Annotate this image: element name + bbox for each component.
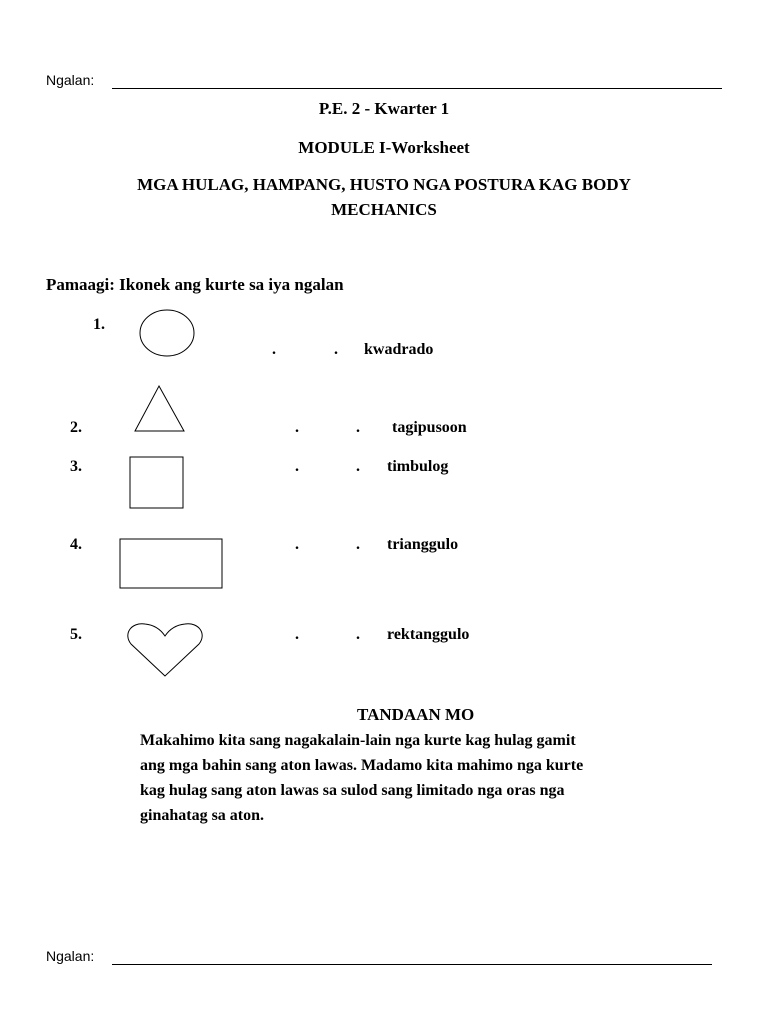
connect-dot[interactable]: . <box>356 626 360 643</box>
item-number: 3. <box>70 458 82 475</box>
shape-name: tagipusoon <box>392 419 467 436</box>
shape-name: rektanggulo <box>387 626 470 643</box>
rectangle-shape <box>119 538 224 590</box>
name-field-top[interactable] <box>46 72 726 92</box>
item-number: 2. <box>70 419 82 436</box>
reminder-line: ang mga bahin sang aton lawas. Madamo kita mahimo nga kurte <box>140 757 584 774</box>
connect-dot[interactable]: . <box>356 419 360 436</box>
heart-shape <box>125 620 205 680</box>
name-field-bottom[interactable] <box>46 948 726 968</box>
name-label: Ngalan: <box>46 948 95 964</box>
circle-shape <box>138 308 198 358</box>
connect-dot[interactable]: . <box>356 536 360 553</box>
triangle-shape <box>133 384 187 434</box>
connect-dot[interactable]: . <box>295 536 299 553</box>
connect-dot[interactable]: . <box>295 419 299 436</box>
reminder-line: ginahatag sa aton. <box>140 807 265 824</box>
shape-name: kwadrado <box>364 341 434 358</box>
item-number: 4. <box>70 536 82 553</box>
reminder-heading: TANDAAN MO <box>357 705 475 724</box>
topic-title-line1: MGA HULAG, HAMPANG, HUSTO NGA POSTURA KAG BODY <box>137 175 631 194</box>
reminder-line: Makahimo kita sang nagakalain-lain nga kurte kag hulag gamit <box>140 732 576 749</box>
item-number: 1. <box>93 316 105 333</box>
reminder-line: kag hulag sang aton lawas sa sulod sang limitado nga oras nga <box>140 782 565 799</box>
connect-dot[interactable]: . <box>295 626 299 643</box>
connect-dot[interactable]: . <box>334 341 338 358</box>
item-number: 5. <box>70 626 82 643</box>
square-shape <box>129 456 185 510</box>
topic-title-line2: MECHANICS <box>331 200 437 219</box>
name-underline[interactable] <box>112 964 712 965</box>
subject-title: P.E. 2 - Kwarter 1 <box>318 99 450 118</box>
shape-name: timbulog <box>387 458 449 475</box>
instruction: Pamaagi: Ikonek ang kurte sa iya ngalan <box>46 275 344 294</box>
connect-dot[interactable]: . <box>356 458 360 475</box>
connect-dot[interactable]: . <box>295 458 299 475</box>
connect-dot[interactable]: . <box>272 341 276 358</box>
name-label: Ngalan: <box>46 72 95 88</box>
shape-name: trianggulo <box>387 536 459 553</box>
reminder-paragraph <box>140 728 583 828</box>
module-title: MODULE I-Worksheet <box>298 138 470 157</box>
name-underline[interactable] <box>112 88 722 89</box>
